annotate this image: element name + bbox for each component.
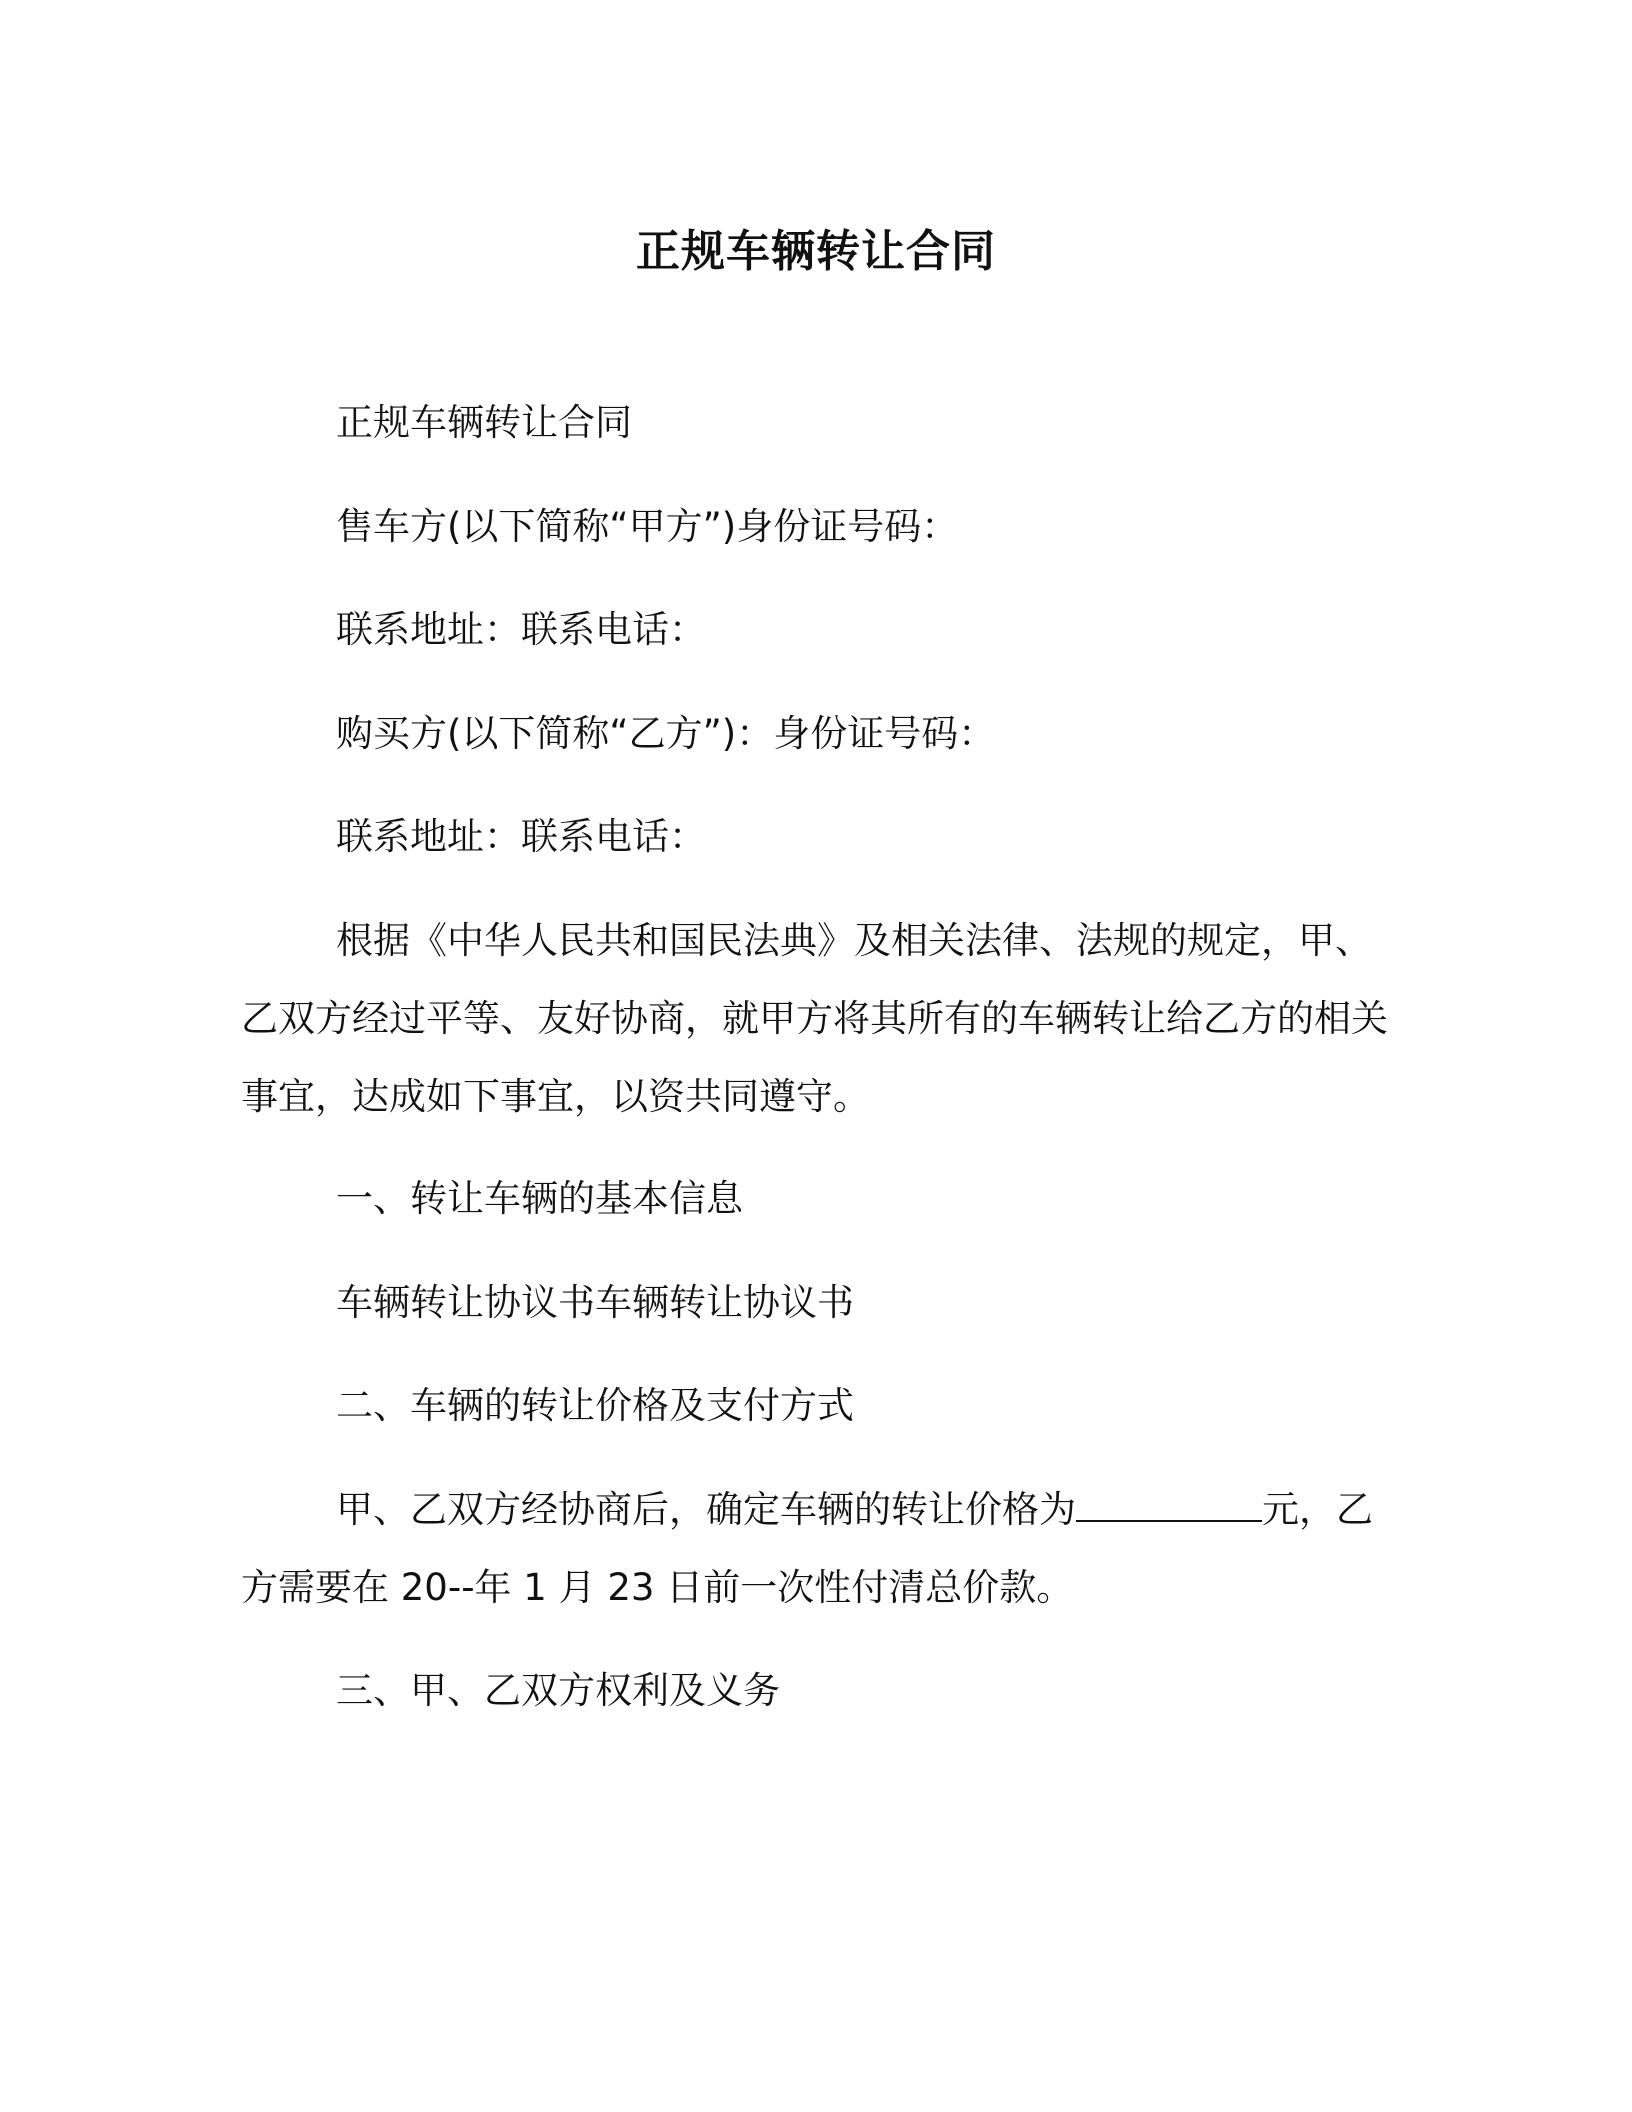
paragraph-preamble: 根据《中华人民共和国民法典》及相关法律、法规的规定，甲、乙双方经过平等、友好协商，就甲方将其所有的车辆转让给乙方的相关事宜，达成如下事宜，以资共同遵守。 [241, 919, 1388, 1118]
paragraph-agreement-title: 车辆转让协议书车辆转让协议书 [336, 1281, 854, 1324]
price-blank-line [1076, 1486, 1262, 1522]
paragraph-price-terms [241, 1471, 1391, 1627]
price-terms-text-start: 甲、乙双方经协商后，确定车辆的转让价格为 [336, 1488, 1076, 1531]
paragraph-buyer-contact: 联系地址：联系电话： [336, 815, 706, 858]
price-terms-text-end: 元，乙方需要在 20--年 1 月 23 日前一次性付清总价款。 [241, 1488, 1373, 1609]
document-title: 正规车辆转让合同 [636, 226, 996, 277]
section-heading-price-payment: 二、车辆的转让价格及支付方式 [336, 1384, 854, 1427]
section-heading-vehicle-info: 一、转让车辆的基本信息 [336, 1177, 743, 1220]
paragraph-heading: 正规车辆转让合同 [336, 401, 632, 444]
section-heading-rights-obligations: 三、甲、乙双方权利及义务 [336, 1669, 780, 1712]
paragraph-seller-id: 售车方(以下简称“甲方”)身份证号码： [336, 505, 959, 548]
paragraph-seller-contact: 联系地址：联系电话： [336, 608, 706, 651]
paragraph-buyer-id: 购买方(以下简称“乙方”)：身份证号码： [336, 712, 996, 755]
